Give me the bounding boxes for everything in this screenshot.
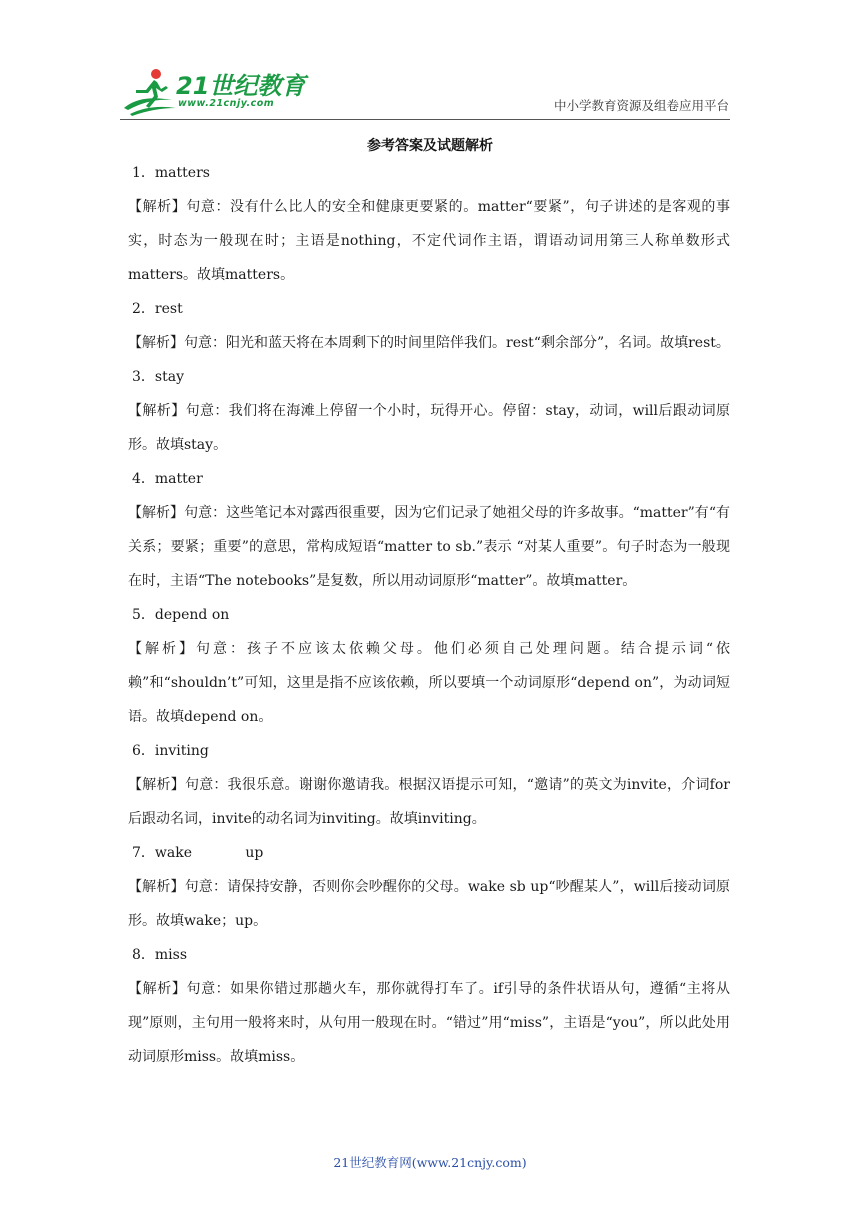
explanation-6: 【解析】句意：我很乐意。谢谢你邀请我。根据汉语提示可知，“邀请”的英文为invite，介词for后跟动名词，invite的动名词为inviting。故填inviting。: [128, 777, 730, 827]
answer-4: 4．matter: [132, 471, 203, 487]
page-header: [0, 0, 860, 118]
page-title: 参考答案及试题解析: [367, 138, 493, 154]
answer-6: 6．inviting: [132, 743, 209, 759]
site-logo: [120, 64, 320, 120]
answer-3: 3．stay: [132, 369, 184, 385]
runner-logo-icon: [120, 64, 180, 120]
answer-1: 1．matters: [132, 165, 210, 181]
logo-url: www.21cnjy.com: [178, 98, 275, 109]
answer-7: 7．wake up: [132, 845, 264, 861]
explanation-5: 【解析】句意：孩子不应该太依赖父母。他们必须自己处理问题。结合提示词“依赖”和“shouldn’t”可知，这里是指不应该依赖，所以要填一个动词原形“depend on”，为动词短语。故填depend on。: [128, 641, 730, 725]
answer-2: 2．rest: [132, 301, 183, 317]
answer-list: [130, 156, 730, 1074]
platform-name: 中小学教育资源及组卷应用平台: [553, 98, 729, 113]
explanation-1: 【解析】句意：没有什么比人的安全和健康更要紧的。matter“要紧”，句子讲述的是客观的事实，时态为一般现在时；主语是nothing，不定代词作主语，谓语动词用第三人称单数形式matters。故填matters。: [128, 199, 730, 283]
logo-text: 21世纪教育: [176, 72, 306, 100]
explanation-8: 【解析】句意：如果你错过那趟火车，那你就得打车了。if引导的条件状语从句，遵循“主将从现”原则，主句用一般将来时，从句用一般现在时。“错过”用“miss”，主语是“you”，所以此处用动词原形miss。故填miss。: [128, 981, 730, 1065]
page-footer: 21世纪教育网(www.21cnjy.com): [333, 1155, 527, 1170]
explanation-4: 【解析】句意：这些笔记本对露西很重要，因为它们记录了她祖父母的许多故事。“matter”有“有关系；要紧；重要”的意思，常构成短语“matter to sb.”表示 “对某人重要”。句子时态为一般现在时，主语“The notebooks”是复数，所以用动词原形“matter”。故填matter。: [128, 505, 730, 589]
explanation-3: 【解析】句意：我们将在海滩上停留一个小时，玩得开心。停留：stay，动词，will后跟动词原形。故填stay。: [128, 403, 730, 453]
answer-5: 5．depend on: [132, 607, 230, 623]
explanation-2: 【解析】句意：阳光和蓝天将在本周剩下的时间里陪伴我们。rest“剩余部分”，名词。故填rest。: [128, 335, 730, 351]
explanation-7: 【解析】句意：请保持安静，否则你会吵醒你的父母。wake sb up“吵醒某人”，will后接动词原形。故填wake；up。: [128, 879, 730, 929]
header-divider: [120, 119, 730, 120]
answer-8: 8．miss: [132, 947, 188, 963]
